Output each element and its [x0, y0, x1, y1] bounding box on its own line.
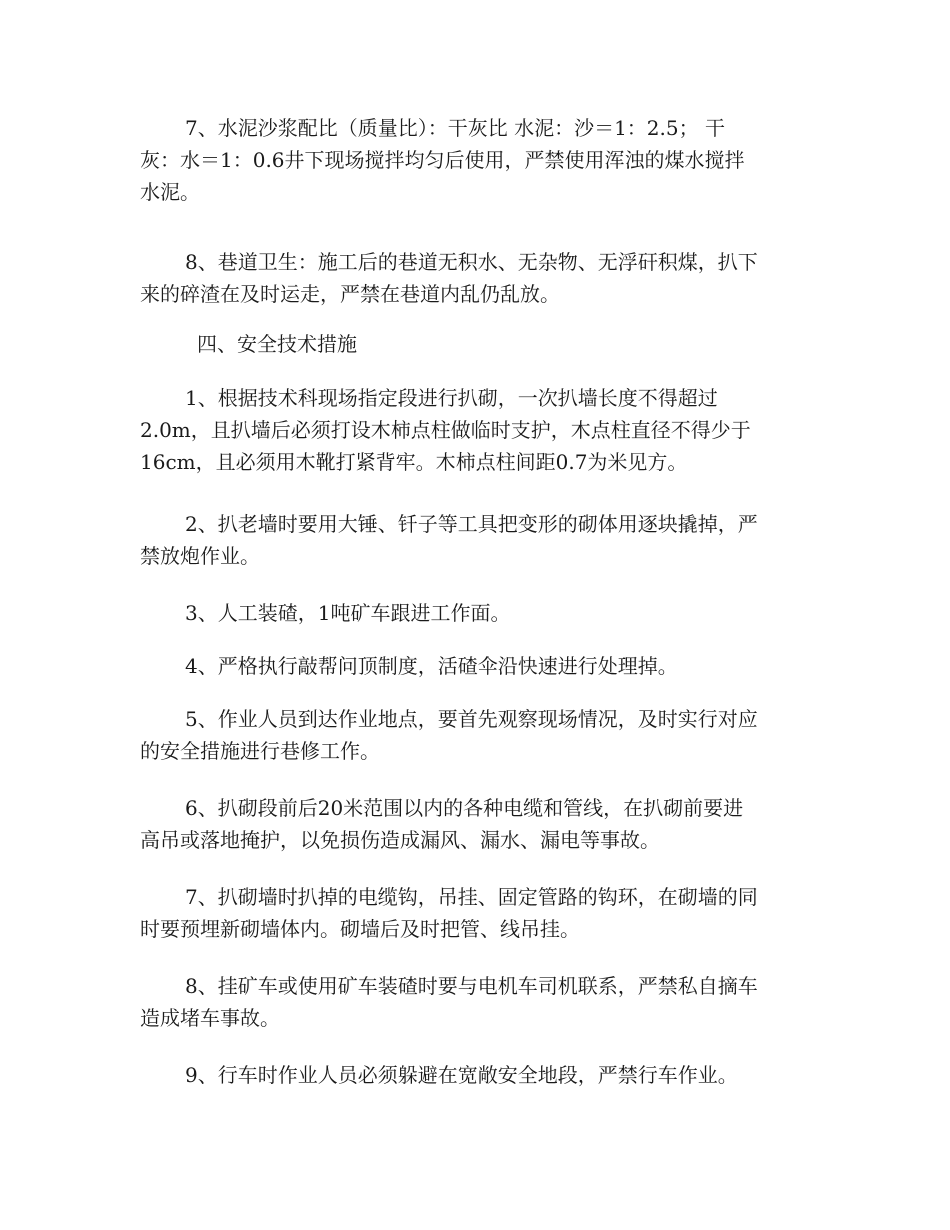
paragraph-safety-3	[140, 597, 810, 629]
text-line: 6、扒砌段前后20米范围以内的各种电缆和管线，在扒砌前要进	[185, 796, 744, 820]
text-line: 16cm，且必须用木靴打紧背牢。木柿点柱间距0.7为米见方。	[140, 450, 688, 474]
text-line: 5、作业人员到达作业地点，要首先观察现场情况，及时实行对应	[185, 707, 758, 731]
paragraph-roadway-hygiene	[140, 246, 810, 310]
text-line: 2.0m，且扒墙后必须打设木柿点柱做临时支护，木点柱直径不得少于	[140, 418, 751, 442]
paragraph-safety-2	[140, 508, 810, 572]
section-heading-safety-measures	[140, 328, 810, 360]
paragraph-safety-8	[140, 970, 810, 1034]
text-line: 高吊或落地掩护，以免损伤造成漏风、漏水、漏电等事故。	[140, 828, 660, 852]
text-line: 9、行车时作业人员必须躲避在宽敞安全地段，严禁行车作业。	[185, 1063, 738, 1087]
text-line: 3、人工装碴，1吨矿车跟进工作面。	[185, 601, 511, 625]
paragraph-safety-7	[140, 881, 810, 945]
text-line: 来的碎渣在及时运走，严禁在巷道内乱仍乱放。	[140, 282, 560, 306]
text-line: 8、巷道卫生：施工后的巷道无积水、无杂物、无浮矸积煤，扒下	[185, 250, 758, 274]
paragraph-safety-6	[140, 792, 810, 856]
text-line: 灰：水＝1：0.6井下现场搅拌均匀后使用，严禁使用浑浊的煤水搅拌	[140, 148, 745, 172]
text-line: 1、根据技术科现场指定段进行扒砌，一次扒墙长度不得超过	[185, 386, 718, 410]
text-line: 4、严格执行敲帮问顶制度，活碴伞沿快速进行处理掉。	[185, 654, 678, 678]
paragraph-safety-9	[140, 1059, 810, 1091]
text-line: 时要预埋新砌墙体内。砌墙后及时把管、线吊挂。	[140, 917, 580, 941]
text-line: 禁放炮作业。	[140, 544, 260, 568]
text-line: 水泥。	[140, 180, 200, 204]
text-line: 7、水泥沙浆配比（质量比）：干灰比 水泥：沙＝1：2.5； 干	[185, 116, 725, 140]
section-title: 四、安全技术措施	[197, 332, 357, 356]
text-line: 7、扒砌墙时扒掉的电缆钩，吊挂、固定管路的钩环，在砌墙的同	[185, 885, 758, 909]
paragraph-safety-5	[140, 703, 810, 767]
text-line: 造成堵车事故。	[140, 1006, 280, 1030]
text-line: 8、挂矿车或使用矿车装碴时要与电机车司机联系，严禁私自摘车	[185, 974, 758, 998]
paragraph-safety-1	[140, 382, 810, 478]
paragraph-safety-4	[140, 650, 810, 682]
paragraph-mortar-ratio	[140, 112, 810, 208]
text-line: 的安全措施进行巷修工作。	[140, 739, 380, 763]
text-line: 2、扒老墙时要用大锤、钎子等工具把变形的砌体用逐块撬掉，严	[185, 512, 758, 536]
